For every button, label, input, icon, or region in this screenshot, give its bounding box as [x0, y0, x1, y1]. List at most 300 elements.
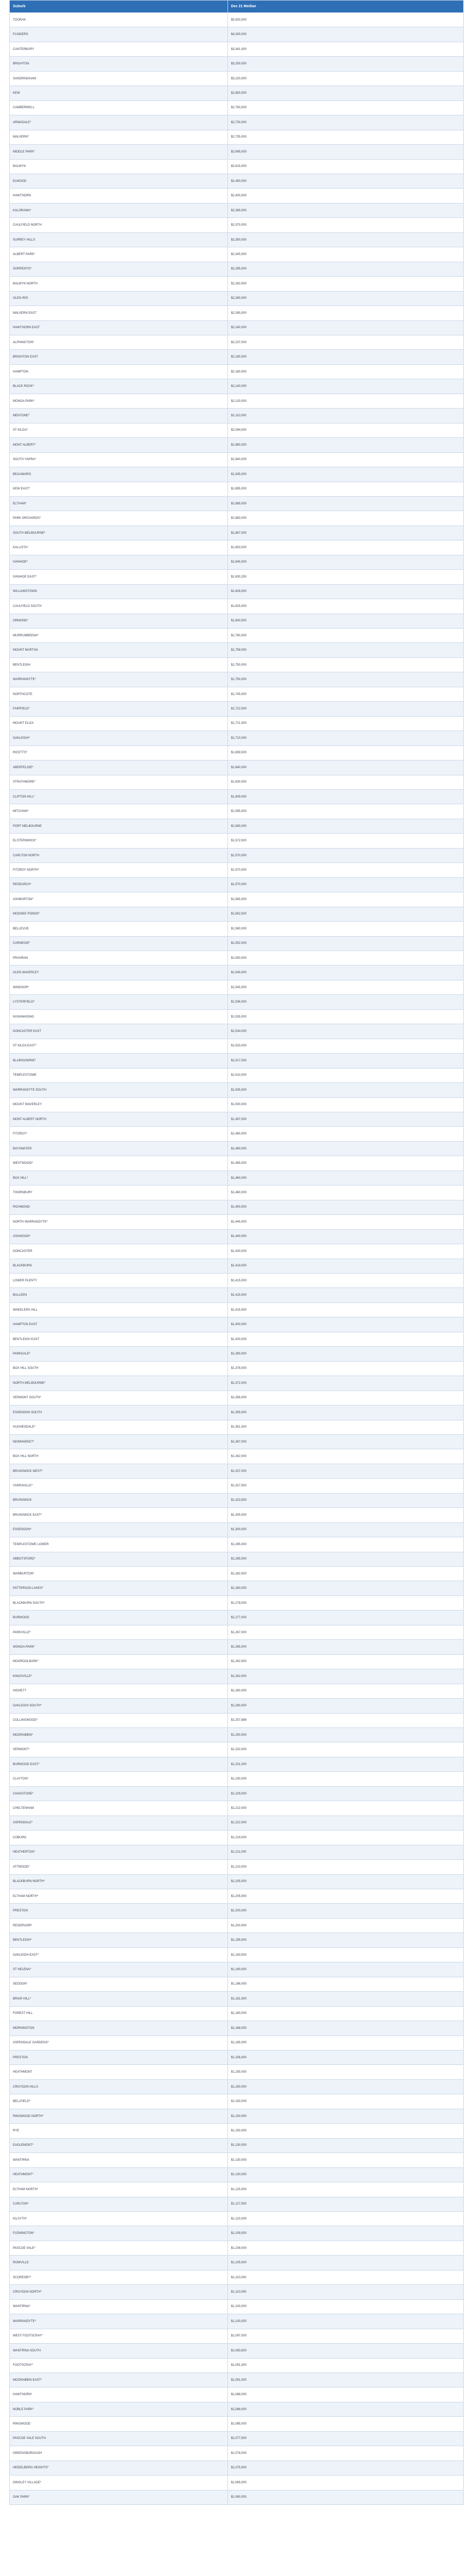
suburb-cell: CLAYTON* [10, 1772, 228, 1786]
median-price-cell: $2,850,000 [227, 86, 463, 100]
table-row [10, 1112, 464, 1126]
table-row [10, 496, 464, 511]
median-price-cell: $1,565,000 [227, 892, 463, 907]
median-price-cell: $1,445,000 [227, 1215, 463, 1229]
suburb-cell: ALBERT PARK* [10, 247, 228, 262]
suburb-cell: ST KILDA EAST* [10, 1039, 228, 1053]
median-price-cell: $1,300,000 [227, 1522, 463, 1537]
median-price-cell: $1,200,000 [227, 1918, 463, 1933]
median-price-cell: $1,150,000 [227, 2079, 463, 2094]
median-price-cell: $2,735,000 [227, 130, 463, 144]
suburb-cell: CARLTON* [10, 2197, 228, 2211]
suburb-cell: OAKLEIGH* [10, 731, 228, 745]
suburb-cell: WARRANDYTE* [10, 2314, 228, 2329]
suburb-cell: SCORESBY* [10, 2270, 228, 2284]
suburb-cell: DONCASTER EAST [10, 1024, 228, 1039]
suburb-cell: MOORABBIN EAST* [10, 2372, 228, 2387]
table-row [10, 1669, 464, 1684]
suburb-cell: KILSYTH* [10, 2211, 228, 2226]
suburb-cell: OAKLEIGH SOUTH* [10, 1699, 228, 1713]
median-price-cell: $3,250,000 [227, 57, 463, 71]
suburb-cell: KALORAMA* [10, 203, 228, 217]
median-price-cell: $3,220,000 [227, 71, 463, 86]
table-row [10, 731, 464, 745]
median-price-cell: $1,372,000 [227, 1376, 463, 1391]
table-row [10, 657, 464, 672]
suburb-cell: MONT ALBERT NORTH [10, 1112, 228, 1126]
table-row [10, 1009, 464, 1024]
table-row [10, 892, 464, 907]
median-price-cell: $1,940,000 [227, 452, 463, 467]
table-row [10, 2124, 464, 2138]
median-price-cell: $1,267,000 [227, 1625, 463, 1639]
suburb-cell: BRUNSWICK [10, 1493, 228, 1507]
median-price-cell: $1,505,000 [227, 1083, 463, 1097]
table-row [10, 115, 464, 130]
table-row [10, 1816, 464, 1830]
median-price-cell: $1,168,000 [227, 2021, 463, 2036]
table-row [10, 1288, 464, 1302]
suburb-cell: WARBURTON* [10, 1567, 228, 1581]
table-row [10, 1889, 464, 1904]
table-row [10, 2372, 464, 2387]
table-row [10, 1831, 464, 1845]
median-price-cell: $2,615,000 [227, 159, 463, 174]
suburb-cell: PRAHRAN [10, 951, 228, 965]
table-row [10, 2329, 464, 2343]
table-row [10, 2387, 464, 2402]
median-price-cell: $1,120,000 [227, 2211, 463, 2226]
table-row [10, 702, 464, 716]
table-row [10, 745, 464, 760]
median-price-cell: $1,285,000 [227, 1537, 463, 1552]
table-row [10, 2490, 464, 2504]
median-price-cell: $1,250,000 [227, 1728, 463, 1742]
suburb-cell: FLINDERS [10, 27, 228, 42]
median-price-cell: $1,867,000 [227, 526, 463, 540]
suburb-cell: FAIRFIELD* [10, 702, 228, 716]
table-row [10, 2021, 464, 2036]
suburb-cell: MONGA PARK* [10, 394, 228, 408]
suburb-cell: HAMPTON EAST [10, 1317, 228, 1332]
table-row [10, 218, 464, 232]
median-price-cell: $1,305,000 [227, 1508, 463, 1522]
table-row [10, 2285, 464, 2299]
median-price-cell: $1,110,000 [227, 2285, 463, 2299]
suburb-cell: MENTONE* [10, 409, 228, 423]
table-row [10, 2358, 464, 2372]
median-price-cell: $1,077,500 [227, 2431, 463, 2446]
suburb-cell: ABERFELDIE* [10, 760, 228, 775]
median-price-cell: $1,883,000 [227, 511, 463, 526]
table-row [10, 790, 464, 804]
median-price-cell: $1,480,000 [227, 1127, 463, 1141]
median-price-cell: $1,155,000 [227, 2065, 463, 2079]
table-row [10, 2138, 464, 2153]
table-row [10, 364, 464, 379]
table-row [10, 2036, 464, 2050]
median-price-cell: $1,800,500 [227, 614, 463, 628]
suburb-cell: PARKVILLE* [10, 1625, 228, 1639]
table-row [10, 1464, 464, 1478]
median-price-cell: $1,722,500 [227, 702, 463, 716]
suburb-cell: HIGHETT [10, 1684, 228, 1698]
median-price-cell: $1,088,000 [227, 2387, 463, 2402]
table-row [10, 1860, 464, 1874]
median-price-cell: $1,535,000 [227, 1009, 463, 1024]
table-row [10, 965, 464, 980]
table-row [10, 42, 464, 56]
suburb-cell: MOORABBIN* [10, 1728, 228, 1742]
suburb-cell: TOORAK [10, 13, 228, 27]
suburb-cell: CHELTENHAM [10, 1801, 228, 1816]
suburb-cell: BELLFIELD* [10, 2094, 228, 2109]
suburb-cell: TEMPLESTOWE LOWER [10, 1537, 228, 1552]
median-price-cell: $1,853,000 [227, 540, 463, 555]
median-price-cell: $1,351,000 [227, 1420, 463, 1434]
median-price-cell: $1,580,000 [227, 819, 463, 833]
table-row [10, 291, 464, 306]
median-price-cell: $1,845,000 [227, 555, 463, 569]
median-price-cell: $1,088,000 [227, 2402, 463, 2416]
table-row [10, 1933, 464, 1947]
suburb-cell: GREENSBOROUGH [10, 2446, 228, 2461]
suburb-cell: EAGLEMONT* [10, 2138, 228, 2153]
table-row [10, 2417, 464, 2431]
median-price-cell: $1,533,000 [227, 1039, 463, 1053]
median-price-cell: $1,109,000 [227, 2226, 463, 2241]
table-row [10, 672, 464, 687]
suburb-cell: BALWYN [10, 159, 228, 174]
median-price-cell: $1,186,000 [227, 1977, 463, 1991]
suburb-cell: WANTIRNA [10, 2153, 228, 2167]
table-row [10, 57, 464, 71]
suburb-cell: MOONEE PONDS* [10, 907, 228, 921]
median-price-cell: $1,180,000 [227, 2006, 463, 2021]
median-price-cell: $1,517,000 [227, 1054, 463, 1068]
table-row [10, 1640, 464, 1654]
table-row [10, 2153, 464, 2167]
table-row [10, 452, 464, 467]
median-price-cell: $1,721,500 [227, 716, 463, 731]
suburb-cell: MURRUMBEENA* [10, 629, 228, 643]
median-price-cell: $1,075,000 [227, 2461, 463, 2475]
suburb-cell: ELWOOD [10, 174, 228, 188]
table-row [10, 159, 464, 174]
suburb-cell: ESSENDON SOUTH [10, 1405, 228, 1420]
table-row [10, 1391, 464, 1405]
table-row [10, 1449, 464, 1464]
suburb-cell: WARRANDYTE* [10, 672, 228, 687]
median-price-cell: $1,150,000 [227, 2109, 463, 2123]
suburb-cell: BOX HILL* [10, 1171, 228, 1185]
median-price-cell: $1,150,000 [227, 2124, 463, 2138]
median-price-table [9, 0, 464, 2505]
suburb-cell: PRESTON [10, 2050, 228, 2064]
median-price-cell: $1,640,000 [227, 760, 463, 775]
suburb-cell: MITCHAM* [10, 804, 228, 819]
table-row [10, 1156, 464, 1171]
suburb-cell: WHEELERS HILL [10, 1302, 228, 1317]
table-row [10, 1347, 464, 1361]
table-row [10, 2446, 464, 2461]
median-price-cell: $2,685,000 [227, 145, 463, 159]
median-price-cell: $1,091,000 [227, 2372, 463, 2387]
table-row [10, 174, 464, 188]
suburb-cell: MALVERN* [10, 130, 228, 144]
table-row [10, 980, 464, 994]
suburb-cell: CROYDON NORTH* [10, 2285, 228, 2299]
table-row [10, 1229, 464, 1244]
median-price-cell: $1,156,000 [227, 2050, 463, 2064]
table-row [10, 1332, 464, 1346]
table-row [10, 1537, 464, 1552]
table-row [10, 1918, 464, 1933]
suburb-cell: HAWTHORN [10, 189, 228, 203]
median-price-cell: $1,400,000 [227, 1332, 463, 1346]
table-row [10, 1977, 464, 1991]
table-row [10, 145, 464, 159]
median-price-cell: $1,440,000 [227, 1229, 463, 1244]
suburb-cell: BLAIRGOWRIE* [10, 1054, 228, 1068]
table-row [10, 775, 464, 789]
table-row [10, 86, 464, 100]
suburb-cell: COLLINGWOOD* [10, 1713, 228, 1727]
table-row [10, 555, 464, 569]
suburb-cell: PARK ORCHARDS* [10, 511, 228, 526]
median-price-cell: $1,105,000 [227, 2256, 463, 2270]
suburb-cell: BRIAR HILL* [10, 1992, 228, 2006]
median-price-cell: $1,222,000 [227, 1801, 463, 1816]
median-price-cell: $1,400,000 [227, 1317, 463, 1332]
median-price-cell: $1,430,000 [227, 1244, 463, 1259]
table-row [10, 1302, 464, 1317]
suburb-cell: FITZROY NORTH* [10, 863, 228, 877]
median-price-cell: $1,710,000 [227, 731, 463, 745]
table-row [10, 584, 464, 599]
table-row [10, 1947, 464, 1962]
table-row [10, 1215, 464, 1229]
table-row [10, 394, 464, 408]
suburb-cell: HEIDELBERG HEIGHTS* [10, 2461, 228, 2475]
suburb-cell: RICETTS* [10, 745, 228, 760]
table-row [10, 526, 464, 540]
table-row [10, 1757, 464, 1771]
table-row [10, 2402, 464, 2416]
table-row [10, 687, 464, 701]
median-price-cell: $2,450,000 [227, 174, 463, 188]
median-price-cell: $1,825,000 [227, 599, 463, 614]
suburb-cell: OAK PARK* [10, 2490, 228, 2504]
median-price-cell: $1,885,000 [227, 496, 463, 511]
suburb-cell: DINGLEY VILLAGE* [10, 2476, 228, 2490]
table-row [10, 2182, 464, 2197]
suburb-cell: BLACKBURN NORTH* [10, 1874, 228, 1889]
suburb-cell: MOUNT MARTHA [10, 643, 228, 657]
table-body [10, 13, 464, 2505]
median-price-cell: $1,497,000 [227, 1112, 463, 1126]
median-price-cell: $1,076,000 [227, 2446, 463, 2461]
median-price-cell: $1,780,000 [227, 629, 463, 643]
table-row [10, 863, 464, 877]
suburb-cell: WANTIRNA* [10, 2299, 228, 2314]
median-price-cell: $1,211,000 [227, 1845, 463, 1859]
median-price-cell: $1,536,000 [227, 995, 463, 1009]
table-row [10, 1083, 464, 1097]
median-price-cell: $1,323,500 [227, 1493, 463, 1507]
median-price-cell: $1,193,500 [227, 1947, 463, 1962]
table-row [10, 1904, 464, 1918]
table-row [10, 277, 464, 291]
suburb-cell: ST KILDA* [10, 423, 228, 437]
suburb-cell: WILLIAMSTOWN [10, 584, 228, 599]
median-price-cell: $2,240,000 [227, 320, 463, 335]
median-price-cell: $2,140,000 [227, 379, 463, 394]
suburb-cell: BURWOOD EAST* [10, 1757, 228, 1771]
table-row [10, 540, 464, 555]
suburb-cell: BLACKBURN [10, 1259, 228, 1273]
suburb-cell: MOOROOLBARK* [10, 1654, 228, 1669]
median-price-cell: $1,260,000 [227, 1699, 463, 1713]
suburb-cell: YARRAVILLE* [10, 1479, 228, 1493]
suburb-cell: ASPENDALE GARDENS* [10, 2036, 228, 2050]
suburb-cell: CROYDON HILLS [10, 2079, 228, 2094]
table-row [10, 100, 464, 115]
median-price-cell: $1,390,000 [227, 1347, 463, 1361]
suburb-cell: ALPHINGTON* [10, 335, 228, 349]
median-price-cell: $1,337,000 [227, 1464, 463, 1478]
median-price-cell: $1,100,000 [227, 2314, 463, 2329]
suburb-cell: PASCOE VALE SOUTH [10, 2431, 228, 2446]
median-price-cell: $1,552,000 [227, 936, 463, 951]
median-price-cell: $1,415,000 [227, 1288, 463, 1302]
median-price-cell: $1,222,000 [227, 1816, 463, 1830]
median-price-cell: $1,895,000 [227, 482, 463, 496]
table-row [10, 203, 464, 217]
median-price-cell: $1,190,000 [227, 1962, 463, 1977]
suburb-cell: PATTERSON LAKES* [10, 1581, 228, 1596]
median-price-cell: $4,300,000 [227, 27, 463, 42]
median-price-cell: $1,060,000 [227, 2490, 463, 2504]
suburb-cell: MOUNT ELIZA [10, 716, 228, 731]
median-price-cell: $1,085,000 [227, 2417, 463, 2431]
median-price-cell: $1,630,000 [227, 775, 463, 789]
table-row [10, 2006, 464, 2021]
suburb-cell: NORTH MELBOURNE* [10, 1376, 228, 1391]
median-price-cell: $1,550,000 [227, 951, 463, 965]
table-row [10, 379, 464, 394]
suburb-cell: ASHBURTON* [10, 892, 228, 907]
median-price-cell: $2,237,000 [227, 335, 463, 349]
table-row [10, 2065, 464, 2079]
suburb-cell: WONGA PARK* [10, 1640, 228, 1654]
suburb-cell: PRESTON [10, 1904, 228, 1918]
table-row [10, 511, 464, 526]
table-row [10, 71, 464, 86]
suburb-cell: SURREY HILLS [10, 232, 228, 247]
suburb-cell: RYE [10, 2124, 228, 2138]
suburb-cell: OAKLEIGH EAST* [10, 1947, 228, 1962]
suburb-cell: BLACK ROCK* [10, 379, 228, 394]
median-price-cell: $2,110,000 [227, 409, 463, 423]
suburb-cell: BOX HILL SOUTH [10, 1361, 228, 1376]
suburb-cell: STRATHMORE* [10, 775, 228, 789]
table-row [10, 1567, 464, 1581]
suburb-cell: SORRENTO* [10, 262, 228, 276]
table-row [10, 1992, 464, 2006]
median-price-cell: $1,450,000 [227, 1200, 463, 1214]
table-row [10, 1845, 464, 1859]
table-row [10, 2344, 464, 2358]
median-price-cell: $2,120,000 [227, 394, 463, 408]
suburb-cell: BENTLEIGH [10, 657, 228, 672]
median-price-cell: $1,826,000 [227, 584, 463, 599]
table-row [10, 2241, 464, 2255]
table-row [10, 247, 464, 262]
median-price-cell: $1,376,000 [227, 1361, 463, 1376]
suburb-cell: BURWOOD [10, 1611, 228, 1625]
suburb-cell: MALVERN EAST [10, 306, 228, 320]
table-row [10, 1317, 464, 1332]
suburb-cell: NORTH WARRANDYTE* [10, 1215, 228, 1229]
median-price-cell: $1,510,000 [227, 1068, 463, 1082]
suburb-cell: KALLISTA* [10, 540, 228, 555]
median-price-cell: $1,210,000 [227, 1860, 463, 1874]
table-row [10, 2079, 464, 2094]
suburb-cell: SOUTH YARRA* [10, 452, 228, 467]
suburb-cell: HEATHMONT [10, 2065, 228, 2079]
table-row [10, 350, 464, 364]
table-row [10, 1611, 464, 1625]
table-row [10, 232, 464, 247]
suburb-cell: HEATHERTON* [10, 1845, 228, 1859]
median-price-cell: $1,285,000 [227, 1552, 463, 1566]
suburb-cell: ASPENDALE* [10, 1816, 228, 1830]
table-row [10, 1728, 464, 1742]
median-price-cell: $1,219,000 [227, 1831, 463, 1845]
median-price-cell: $1,460,000 [227, 1185, 463, 1200]
suburb-cell: BRUNSWICK WEST* [10, 1464, 228, 1478]
median-price-cell: $1,265,000 [227, 1640, 463, 1654]
suburb-cell: CARLTON NORTH [10, 848, 228, 862]
suburb-cell: FOREST HILL [10, 2006, 228, 2021]
median-price-cell: $1,200,000 [227, 1904, 463, 1918]
table-row [10, 2109, 464, 2123]
median-price-cell: $1,342,000 [227, 1449, 463, 1464]
table-row [10, 2094, 464, 2109]
suburb-cell: BRIGHTON [10, 57, 228, 71]
median-price-cell: $1,545,000 [227, 965, 463, 980]
suburb-cell: BAYSWATER [10, 1141, 228, 1156]
table-row [10, 482, 464, 496]
table-row [10, 1185, 464, 1200]
suburb-cell: NORTHCOTE [10, 687, 228, 701]
table-row [10, 1699, 464, 1713]
median-column-header: Dec 21 Median [227, 1, 463, 13]
suburb-cell: ST HELENA* [10, 1962, 228, 1977]
median-price-cell: $5,500,000 [227, 13, 463, 27]
table-row [10, 1097, 464, 1112]
table-row [10, 760, 464, 775]
table-row [10, 2050, 464, 2064]
suburb-cell: SANDRINGHAM [10, 71, 228, 86]
suburb-cell: GLEN WAVERLEY [10, 965, 228, 980]
suburb-cell: NUNAWADING [10, 1009, 228, 1024]
table-row [10, 1376, 464, 1391]
suburb-cell: WEST FOOTSCRAY* [10, 2329, 228, 2343]
table-row [10, 1244, 464, 1259]
suburb-cell: LOWER PLENTY [10, 1273, 228, 1287]
